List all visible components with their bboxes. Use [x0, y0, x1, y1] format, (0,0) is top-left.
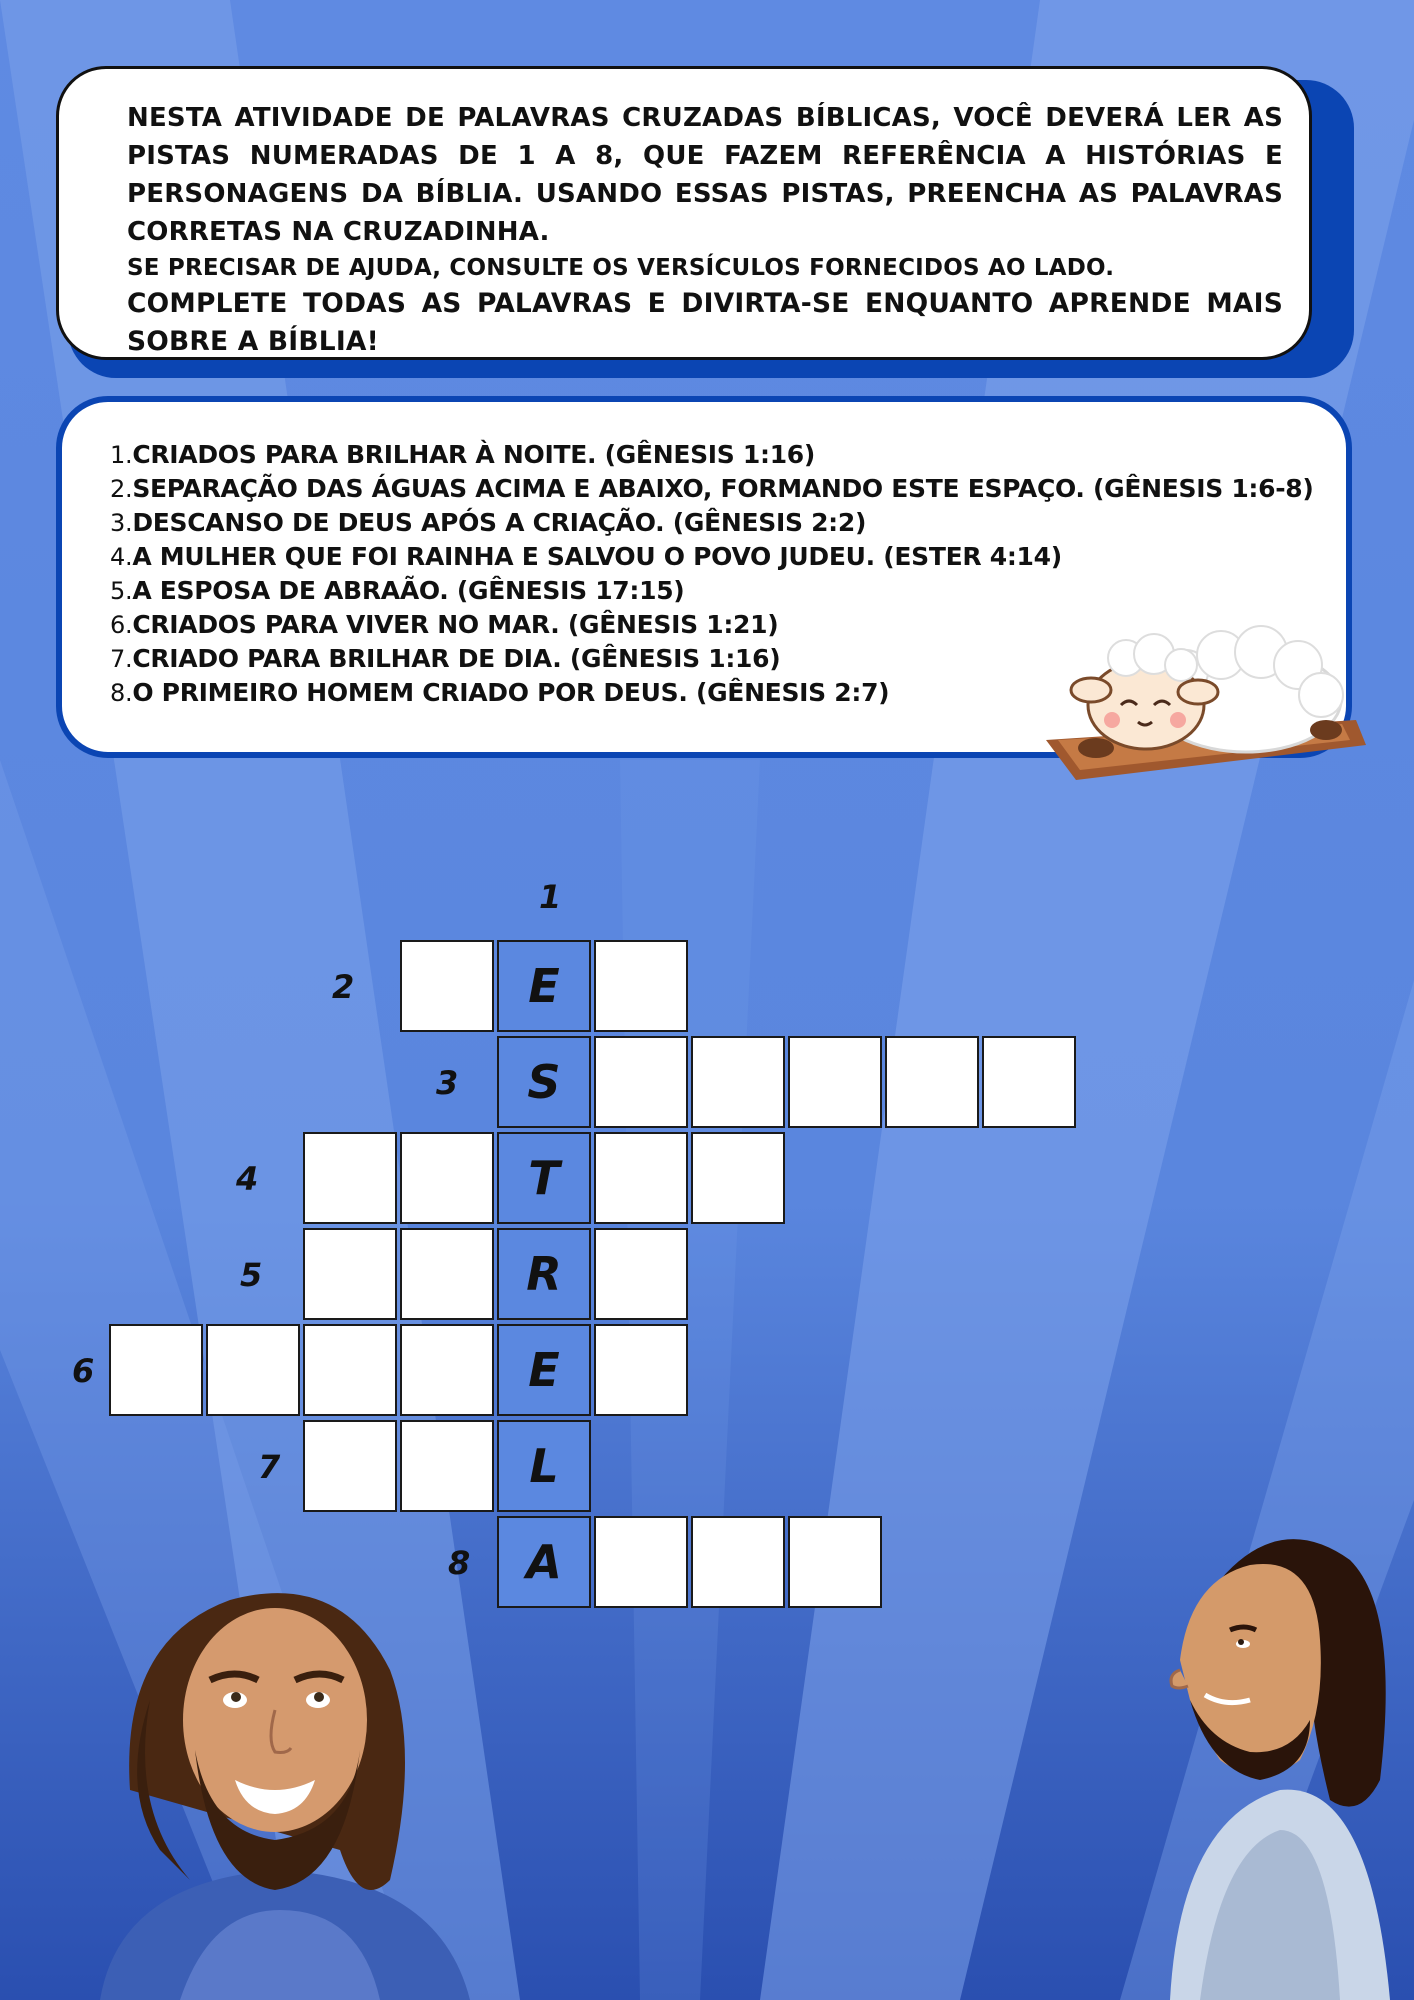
answer-cell[interactable]	[303, 1228, 397, 1320]
vertical-clue-number: 1	[539, 878, 562, 916]
answer-cell[interactable]	[594, 1036, 688, 1128]
clue-number: 6.	[110, 611, 133, 639]
key-letter-cell: E	[497, 1324, 591, 1416]
answer-cell[interactable]	[303, 1324, 397, 1416]
key-letter-cell: A	[497, 1516, 591, 1608]
clue-text: A MULHER QUE FOI RAINHA E SALVOU O POVO JUDEU. (ESTER 4:14)	[132, 542, 1062, 571]
clue-number: 1.	[110, 441, 133, 469]
clue-text: A ESPOSA DE ABRAÃO. (GÊNESIS 17:15)	[132, 576, 685, 605]
clue-text: SEPARAÇÃO DAS ÁGUAS ACIMA E ABAIXO, FORMANDO ESTE ESPAÇO. (GÊNESIS 1:6-8)	[132, 474, 1314, 503]
answer-cell[interactable]	[594, 1516, 688, 1608]
key-letter-cell: L	[497, 1420, 591, 1512]
answer-cell[interactable]	[594, 940, 688, 1032]
answer-cell[interactable]	[982, 1036, 1076, 1128]
row-clue-number: 2	[332, 968, 355, 1006]
key-letter-cell: R	[497, 1228, 591, 1320]
answer-cell[interactable]	[400, 1228, 494, 1320]
clue-number: 2.	[110, 475, 133, 503]
key-letter-cell: S	[497, 1036, 591, 1128]
answer-cell[interactable]	[885, 1036, 979, 1128]
clue-number: 5.	[110, 577, 133, 605]
row-clue-number: 6	[72, 1352, 95, 1390]
answer-cell[interactable]	[303, 1132, 397, 1224]
clue-text: CRIADOS PARA VIVER NO MAR. (GÊNESIS 1:21)	[132, 610, 779, 639]
clue-number: 7.	[110, 645, 133, 673]
row-clue-number: 4	[236, 1160, 259, 1198]
clue-text: CRIADOS PARA BRILHAR À NOITE. (GÊNESIS 1:16)	[132, 440, 816, 469]
answer-cell[interactable]	[788, 1036, 882, 1128]
answer-cell[interactable]	[691, 1132, 785, 1224]
jesus-looking-up-illustration	[1110, 1520, 1414, 2000]
clue-text: O PRIMEIRO HOMEM CRIADO POR DEUS. (GÊNESIS 2:7)	[132, 678, 890, 707]
clue-number: 8.	[110, 679, 133, 707]
key-letter-cell: E	[497, 940, 591, 1032]
row-clue-number: 7	[258, 1448, 281, 1486]
clue-number: 4.	[110, 543, 133, 571]
key-letter-cell: T	[497, 1132, 591, 1224]
answer-cell[interactable]	[788, 1516, 882, 1608]
intro-paragraph: NESTA ATIVIDADE DE PALAVRAS CRUZADAS BÍBLICAS, VOCÊ DEVERÁ LER AS PISTAS NUMERADAS DE 1 A 8, QUE FAZEM REFERÊNCIA A HISTÓRIAS E PERSONAGENS DA BÍBLIA. USANDO ESSAS PISTAS, PREENCHA AS PALAVRAS CORRETAS NA CRUZADINHA.	[127, 103, 1283, 247]
clue-text: DESCANSO DE DEUS APÓS A CRIAÇÃO. (GÊNESIS 2:2)	[132, 508, 867, 537]
answer-cell[interactable]	[594, 1132, 688, 1224]
answer-cell[interactable]	[691, 1516, 785, 1608]
answer-cell[interactable]	[594, 1228, 688, 1320]
clue-number: 3.	[110, 509, 133, 537]
answer-cell[interactable]	[400, 1324, 494, 1416]
row-clue-number: 8	[448, 1544, 471, 1582]
row-clue-number: 5	[240, 1256, 263, 1294]
intro-help: SE PRECISAR DE AJUDA, CONSULTE OS VERSÍCULOS FORNECIDOS AO LADO.	[127, 255, 1115, 281]
answer-cell[interactable]	[400, 940, 494, 1032]
answer-cell[interactable]	[594, 1324, 688, 1416]
answer-cell[interactable]	[206, 1324, 300, 1416]
row-clue-number: 3	[436, 1064, 459, 1102]
jesus-smiling-illustration	[60, 1550, 500, 2000]
answer-cell[interactable]	[400, 1132, 494, 1224]
answer-cell[interactable]	[109, 1324, 203, 1416]
intro-closing: COMPLETE TODAS AS PALAVRAS E DIVIRTA-SE ENQUANTO APRENDE MAIS SOBRE A BÍBLIA!	[127, 288, 1283, 357]
answer-cell[interactable]	[691, 1036, 785, 1128]
answer-cell[interactable]	[400, 1420, 494, 1512]
clue-text: CRIADO PARA BRILHAR DE DIA. (GÊNESIS 1:16)	[132, 644, 781, 673]
answer-cell[interactable]	[303, 1420, 397, 1512]
